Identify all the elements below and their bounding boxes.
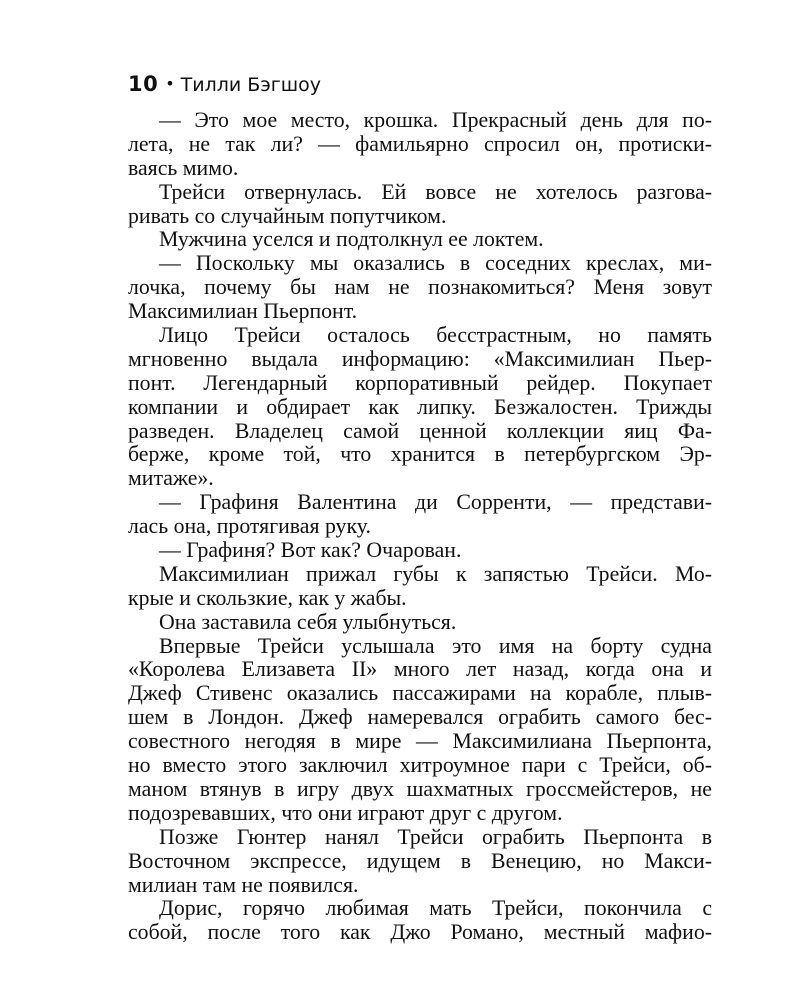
text-line: мгновенно выдала информацию: «Максимилиан Пьер- (128, 346, 712, 371)
text-line: Лицо Трейси осталось бесстрастным, но память (159, 323, 712, 348)
author-name: Тилли Бэгшоу (180, 74, 322, 96)
text-line: Восточном экспрессе, идущем в Венецию, но Макси- (128, 848, 712, 873)
text-line: — Графиня? Вот как? Очарован. (159, 538, 462, 563)
text-line: разведен. Владелец самой ценной коллекции яиц Фа- (128, 418, 712, 443)
text-line: Дорис, горячо любимая мать Трейси, покончила с (159, 896, 712, 921)
text-line: — Это мое место, крошка. Прекрасный день для по- (159, 108, 712, 132)
text-line: Трейси отвернулась. Ей вовсе не хотелось разгова- (159, 179, 712, 204)
text-line: лочка, почему бы нам не познакомиться? Меня зовут (128, 275, 712, 300)
text-line: — Поскольку мы оказались в соседних креслах, ми- (159, 251, 712, 276)
text-line: маном втянув в игру двух шахматных гроссмейстеров, не (128, 776, 712, 801)
running-head (128, 72, 321, 96)
text-line: Позже Гюнтер нанял Трейси ограбить Пьерпонта в (159, 824, 712, 849)
text-line: митаже». (128, 466, 214, 491)
text-line: — Графиня Валентина ди Сорренти, — представи- (159, 490, 712, 515)
text-line: понт. Легендарный корпоративный рейдер. Покупает (128, 370, 712, 395)
body-text (128, 109, 712, 945)
text-line: Мужчина уселся и подтолкнул ее локтем. (159, 227, 544, 252)
page-number: 10 (128, 72, 159, 96)
text-line: крые и скользкие, как у жабы. (128, 585, 407, 610)
text-line: Впервые Трейси услышала это имя на борту судна (159, 633, 712, 658)
text-line: лась она, протягивая руку. (128, 514, 371, 539)
text-line: компании и обдирает как липку. Безжалостен. Трижды (128, 394, 712, 419)
text-line: но вместо этого заключил хитроумное пари с Трейси, об- (128, 753, 712, 778)
text-line: ривать со случайным попутчиком. (128, 203, 447, 228)
header-bullet: • (165, 74, 175, 93)
text-line: ваясь мимо. (128, 155, 239, 180)
text-line: лета, не так ли? — фамильярно спросил он, протиски- (128, 131, 712, 156)
text-line: Максимилиан прижал губы к запястью Трейси. Мо- (159, 561, 712, 586)
text-line: собой, после того как Джо Романо, местный мафио- (128, 920, 712, 945)
text-line: Максимилиан Пьерпонт. (128, 299, 358, 324)
text-line: «Королева Елизавета II» много лет назад, когда она и (128, 657, 712, 682)
text-line: Она заставила себя улыбнуться. (159, 609, 457, 634)
text-line: совестного негодяя в мире — Максимилиана Пьерпонта, (128, 729, 712, 754)
text-line: подозревавших, что они играют друг с другом. (128, 800, 563, 825)
text-line: шем в Лондон. Джеф намеревался ограбить самого бес- (128, 705, 712, 730)
text-line: милиан там не появился. (128, 872, 359, 897)
text-line: Джеф Стивенс оказались пассажирами на корабле, плыв- (128, 681, 712, 706)
text-line: берже, кроме той, что хранится в петербургском Эр- (128, 442, 712, 467)
